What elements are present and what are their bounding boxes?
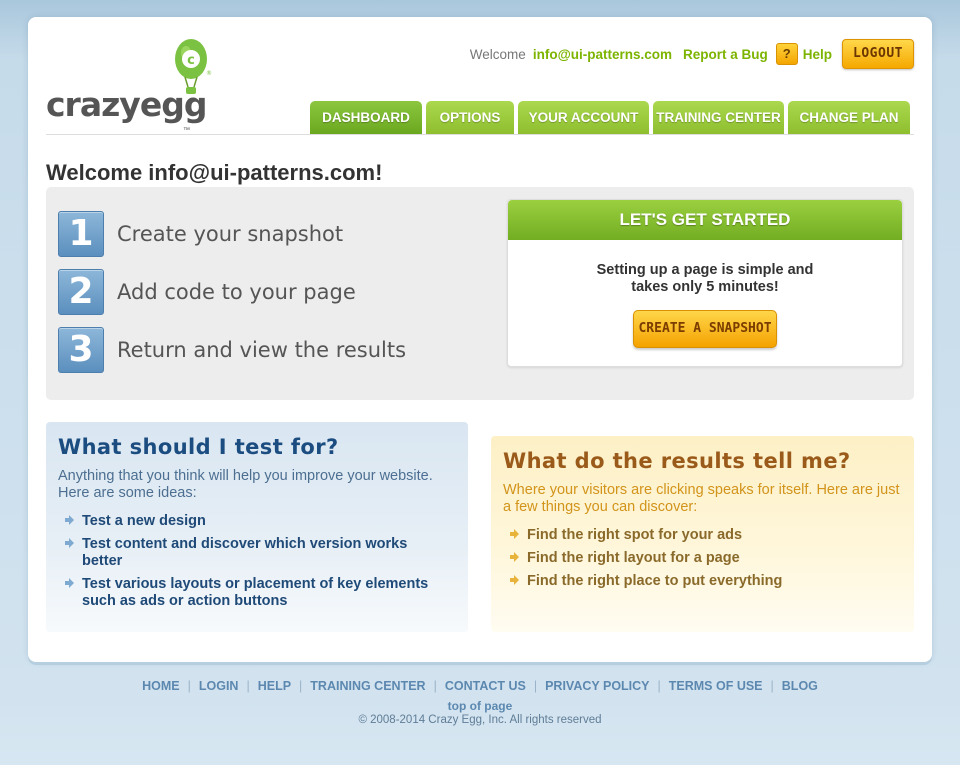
footer-link-help[interactable]: HELP bbox=[257, 679, 292, 693]
step-3 bbox=[58, 327, 406, 373]
list-item bbox=[509, 550, 889, 567]
top-of-page-link[interactable]: top of page bbox=[447, 699, 513, 713]
tab-your-account[interactable]: YOUR ACCOUNT bbox=[518, 101, 649, 134]
logout-button[interactable]: LOGOUT bbox=[842, 39, 914, 69]
footer-separator: | bbox=[533, 679, 538, 693]
panel-title: What do the results tell me? bbox=[503, 449, 851, 473]
tab-divider bbox=[46, 134, 914, 135]
create-snapshot-button[interactable]: CREATE A SNAPSHOT bbox=[633, 310, 777, 348]
step-label: Return and view the results bbox=[117, 338, 407, 362]
step-label: Create your snapshot bbox=[117, 222, 344, 246]
step-1 bbox=[58, 211, 343, 257]
main-card bbox=[28, 17, 932, 662]
list-item bbox=[64, 513, 444, 530]
discoveries-list bbox=[509, 527, 889, 596]
list-item bbox=[64, 576, 444, 610]
help-question-icon[interactable]: ? bbox=[776, 43, 798, 65]
arrow-bullet-icon bbox=[64, 538, 74, 548]
footer-link-contact-us[interactable]: CONTACT US bbox=[444, 679, 526, 693]
test-ideas-list bbox=[64, 513, 444, 616]
step-2 bbox=[58, 269, 356, 315]
page-title: Welcome info@ui-patterns.com! bbox=[46, 160, 383, 185]
tab-dashboard[interactable]: DASHBOARD bbox=[310, 101, 422, 134]
footer-link-blog[interactable]: BLOG bbox=[781, 679, 818, 693]
logo-trademark: ™ bbox=[183, 127, 190, 134]
list-item-text: Test a new design bbox=[82, 513, 206, 529]
footer-separator: | bbox=[246, 679, 250, 693]
start-description: Setting up a page is simple and takes only 5 minutes! bbox=[596, 262, 814, 295]
footer-link-privacy-policy[interactable]: PRIVACY POLICY bbox=[545, 679, 650, 693]
tab-options[interactable]: OPTIONS bbox=[426, 101, 514, 134]
svg-text:c: c bbox=[187, 53, 195, 68]
tab-change-plan[interactable]: CHANGE PLAN bbox=[788, 101, 910, 134]
list-item bbox=[64, 536, 444, 570]
report-bug-link[interactable]: Report a Bug bbox=[683, 46, 768, 62]
arrow-bullet-icon bbox=[64, 578, 74, 588]
footer-links bbox=[0, 679, 960, 693]
footer-link-home[interactable]: HOME bbox=[142, 679, 180, 693]
footer-link-training-center[interactable]: TRAINING CENTER bbox=[310, 679, 426, 693]
list-item-text: Test various layouts or placement of key elements such as ads or action buttons bbox=[82, 576, 429, 609]
tab-training-center[interactable]: TRAINING CENTER bbox=[653, 101, 784, 134]
list-item bbox=[509, 527, 889, 544]
logo-wordmark: crazyegg bbox=[46, 85, 207, 124]
step-label: Add code to your page bbox=[117, 280, 356, 304]
arrow-bullet-icon bbox=[509, 575, 519, 585]
footer-separator: | bbox=[770, 679, 774, 693]
footer-link-login[interactable]: LOGIN bbox=[198, 679, 239, 693]
arrow-bullet-icon bbox=[64, 515, 74, 525]
getting-started-panel bbox=[46, 187, 914, 400]
account-email-link[interactable]: info@ui-patterns.com bbox=[532, 46, 672, 62]
step-number-badge: 1 bbox=[58, 211, 104, 257]
list-item bbox=[509, 573, 889, 590]
list-item-text: Find the right layout for a page bbox=[527, 550, 740, 566]
list-item-text: Test content and discover which version works better bbox=[82, 536, 408, 569]
list-item-text: Find the right place to put everything bbox=[527, 573, 783, 589]
svg-text:®: ® bbox=[206, 70, 212, 77]
what-to-test-panel bbox=[46, 422, 468, 632]
step-number-badge: 2 bbox=[58, 269, 104, 315]
crazyegg-logo[interactable] bbox=[46, 35, 226, 135]
panel-subtitle: Where your visitors are clicking speaks for itself. Here are just a few things you can discover: bbox=[503, 482, 900, 515]
main-nav-tabs bbox=[310, 101, 910, 134]
lets-get-started-box bbox=[507, 199, 903, 367]
footer-separator: | bbox=[299, 679, 303, 693]
welcome-label: Welcome bbox=[469, 46, 526, 62]
footer-link-terms-of-use[interactable]: TERMS OF USE bbox=[668, 679, 763, 693]
step-number-badge: 3 bbox=[58, 327, 104, 373]
footer-separator: | bbox=[657, 679, 661, 693]
panel-subtitle: Anything that you think will help you improve your website. Here are some ideas: bbox=[58, 468, 433, 501]
page-footer bbox=[0, 679, 960, 726]
footer-separator: | bbox=[187, 679, 191, 693]
panel-title: What should I test for? bbox=[58, 435, 339, 459]
list-item-text: Find the right spot for your ads bbox=[527, 527, 743, 543]
arrow-bullet-icon bbox=[509, 552, 519, 562]
start-heading: LET'S GET STARTED bbox=[508, 200, 902, 240]
header-user-bar bbox=[470, 39, 914, 69]
footer-separator: | bbox=[433, 679, 437, 693]
arrow-bullet-icon bbox=[509, 529, 519, 539]
results-explanation-panel bbox=[491, 436, 914, 632]
help-link[interactable]: Help bbox=[802, 46, 833, 62]
copyright-notice: © 2008-2014 Crazy Egg, Inc. All rights reserved bbox=[358, 714, 602, 726]
